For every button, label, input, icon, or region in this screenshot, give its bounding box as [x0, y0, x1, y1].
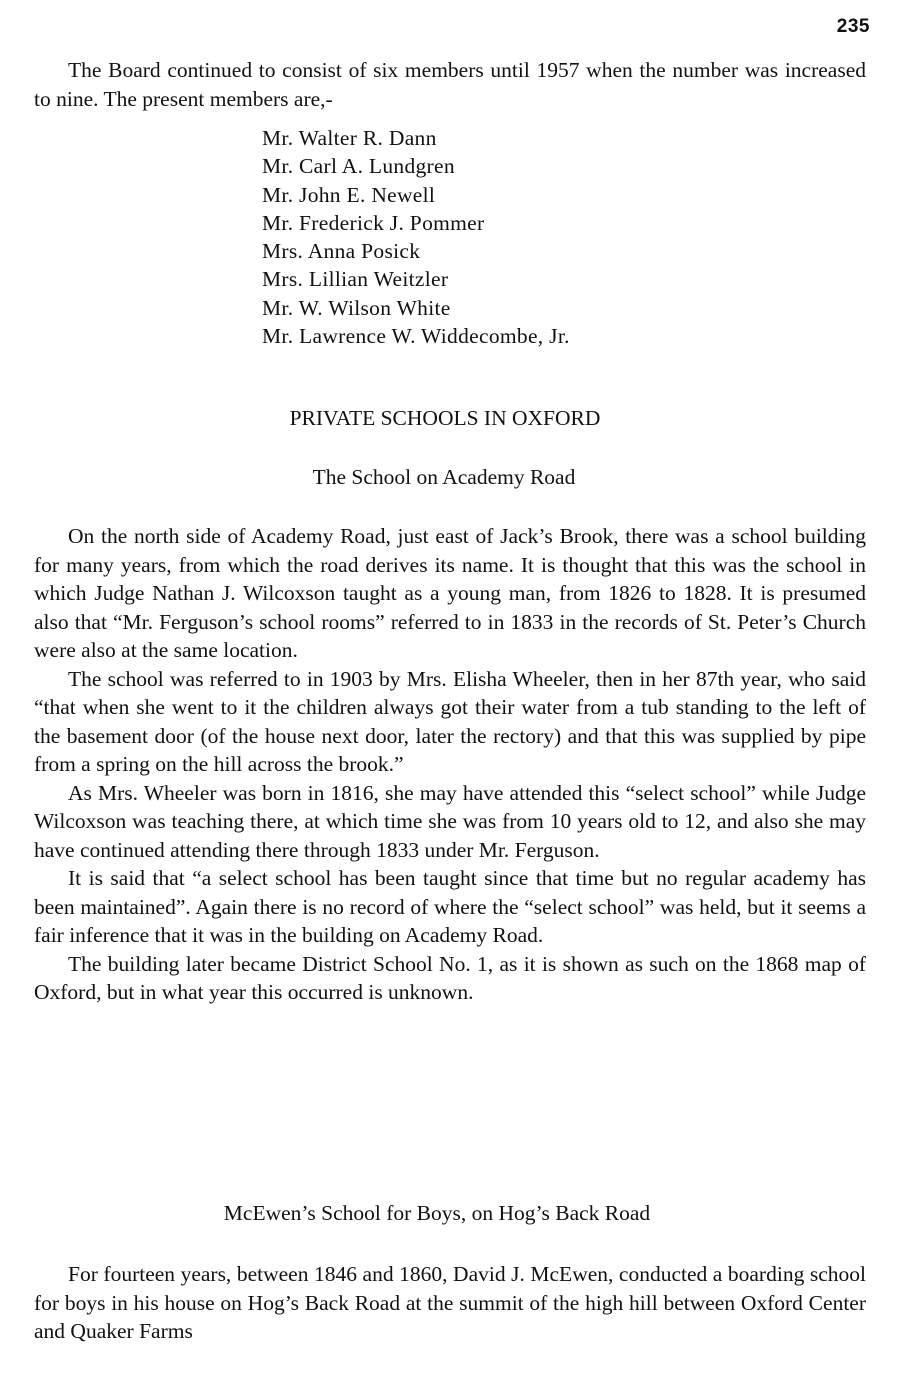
board-member: Mr. Lawrence W. Widdecombe, Jr. — [262, 324, 570, 349]
section-heading: PRIVATE SCHOOLS IN OXFORD — [289, 406, 601, 430]
academy-road-body — [34, 522, 866, 1007]
board-members-list — [262, 124, 570, 350]
intro-section — [34, 56, 866, 113]
body-paragraph: The building later became District School No. 1, as it is shown as such on the 1868 map of Oxford, but in what year this occurred is unknown. — [34, 951, 866, 1004]
body-paragraph: As Mrs. Wheeler was born in 1816, she may have attended this “select school” while Judge Wilcoxson was teaching there, at which time she was from 10 years old to 12, and also she may have continued attending there through 1833 under Mr. Ferguson. — [34, 780, 866, 862]
board-member: Mr. Walter R. Dann — [262, 126, 437, 150]
board-member: Mr. John E. Newell — [262, 182, 436, 207]
board-member: Mr. W. Wilson White — [262, 295, 451, 320]
page-number: 235 — [836, 16, 870, 37]
board-member: Mr. Frederick J. Pommer — [262, 210, 485, 235]
body-paragraph: It is said that “a select school has been taught since that time but no regular academy has been maintained”. Again there is no record of where the “select school” was held, but it seems a fair inference that it was in the building on Academy Road. — [34, 866, 866, 947]
board-member: Mrs. Lillian Weitzler — [262, 267, 449, 292]
mcewen-school-heading: McEwen’s School for Boys, on Hog’s Back Road — [223, 1201, 651, 1225]
body-paragraph: For fourteen years, between 1846 and 1860, David J. McEwen, conducted a boarding school for boys in his house on Hog’s Back Road at the summit of the high hill between Oxford Center and Quaker Farms — [34, 1262, 866, 1343]
board-member: Mrs. Anna Posick — [262, 239, 421, 264]
body-paragraph: The school was referred to in 1903 by Mrs. Elisha Wheeler, then in her 87th year, who said “that when she went to it the children always got their water from a tub standing to the left of the basement door (of the house next door, later the rectory) and that this was supplied by pipe from a spring on the hill across the brook.” — [34, 666, 866, 776]
board-member: Mr. Carl A. Lundgren — [262, 154, 455, 179]
academy-road-heading: The School on Academy Road — [312, 465, 576, 489]
intro-paragraph: The Board continued to consist of six members until 1957 when the number was increased to nine. The present members are,- — [34, 58, 866, 111]
mcewen-school-body — [34, 1260, 866, 1346]
body-paragraph: On the north side of Academy Road, just east of Jack’s Brook, there was a school building for many years, from which the road derives its name. It is thought that this was the school in which Judge Nathan J. Wilcoxson taught as a young man, from 1826 to 1828. It is presumed also that “Mr. Ferguson’s school rooms” referred to in 1833 in the records of St. Peter’s Church were also at the same location. — [34, 524, 866, 662]
